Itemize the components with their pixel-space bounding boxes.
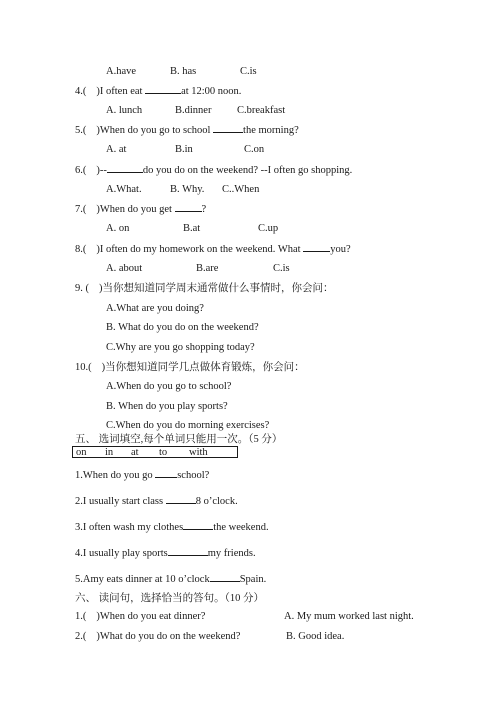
section-5-title: 五、 选词填空,每个单词只能用一次。（5 分） <box>75 434 283 445</box>
question-4 <box>75 84 241 98</box>
question-9 <box>75 282 334 295</box>
fill-item-stem: 2.I usually start class <box>75 496 164 507</box>
word-bank-box <box>72 446 238 458</box>
answer-blank <box>303 242 330 252</box>
question-9-number: 9. ( <box>75 283 89 294</box>
match-item-1 <box>75 610 205 623</box>
answer-blank <box>175 202 202 212</box>
question-5-stem: )When do you go to school <box>96 125 211 136</box>
match-item-number: 2.( <box>75 631 87 642</box>
q3-option-c: C.is <box>240 66 257 77</box>
section-6-title: 六、 读问句，选择恰当的答句。（10 分） <box>75 593 264 604</box>
question-6-number: 6.( <box>75 165 87 176</box>
fill-item-stem: 3.I often wash my clothes <box>75 522 184 533</box>
q5-option-c: C.on <box>244 144 265 155</box>
match-answer-b: B. Good idea. <box>286 631 345 642</box>
question-5 <box>75 123 299 137</box>
fill-item-stem-end: my friends. <box>207 548 256 559</box>
fill-item-1 <box>75 468 209 482</box>
q5-option-a: A. at <box>106 144 127 155</box>
fill-item-3 <box>75 520 269 534</box>
question-10 <box>75 361 305 374</box>
question-7-number: 7.( <box>75 204 87 215</box>
question-9-stem: )当你想知道同学周末通常做什么事情时，你会问： <box>99 283 334 294</box>
answer-blank <box>107 163 143 173</box>
answer-blank <box>145 84 181 94</box>
q7-option-a: A. on <box>106 223 130 234</box>
fill-item-stem-end: 8 o’clock. <box>195 496 238 507</box>
q7-option-b: B.at <box>183 223 201 234</box>
answer-blank <box>166 494 196 504</box>
q8-option-c: C.is <box>273 263 290 274</box>
match-item-number: 1.( <box>75 611 87 622</box>
answer-blank <box>210 572 240 582</box>
word-bank-item: on <box>76 447 87 458</box>
q3-option-b: B. has <box>170 66 197 77</box>
question-8 <box>75 242 351 256</box>
question-4-number: 4.( <box>75 86 87 97</box>
question-7-stem-end: ? <box>201 204 207 215</box>
question-10-number: 10.( <box>75 362 92 373</box>
answer-blank <box>155 468 177 478</box>
q9-option-b: B. What do you do on the weekend? <box>106 322 259 333</box>
fill-item-stem: 5.Amy eats dinner at 10 o’clock <box>75 574 210 585</box>
q4-option-c: C.breakfast <box>237 105 286 116</box>
question-8-number: 8.( <box>75 244 87 255</box>
answer-blank <box>168 546 208 556</box>
question-8-stem: )I often do my homework on the weekend. What <box>96 244 301 255</box>
word-bank-item: in <box>105 447 114 458</box>
match-answer-a: A. My mum worked last night. <box>284 611 414 622</box>
answer-blank <box>183 520 213 530</box>
q3-option-a: A.have <box>106 66 137 77</box>
q7-option-c: C.up <box>258 223 279 234</box>
q8-option-a: A. about <box>106 263 143 274</box>
word-bank-item: at <box>131 447 139 458</box>
match-item-2 <box>75 630 240 643</box>
q6-option-b: B. Why. <box>170 184 205 195</box>
match-item-question: )When do you eat dinner? <box>96 611 206 622</box>
fill-item-stem-end: the weekend. <box>213 522 269 533</box>
word-bank-item: with <box>189 447 208 458</box>
question-5-stem-end: the morning? <box>243 125 299 136</box>
question-7-stem: )When do you get <box>96 204 172 215</box>
fill-item-2 <box>75 494 238 508</box>
q9-option-c: C.Why are you go shopping today? <box>106 342 255 353</box>
answer-blank <box>213 123 243 133</box>
q6-option-a: A.What. <box>106 184 142 195</box>
question-8-stem-end: you? <box>330 244 351 255</box>
fill-item-5 <box>75 572 266 586</box>
question-4-stem-end: at 12:00 noon. <box>181 86 242 97</box>
q5-option-b: B.in <box>175 144 193 155</box>
match-item-question: )What do you do on the weekend? <box>96 631 241 642</box>
question-7 <box>75 202 206 216</box>
q8-option-b: B.are <box>196 263 219 274</box>
question-10-stem: )当你想知道同学几点做体育锻炼，你会问： <box>101 362 305 373</box>
fill-item-stem-end: school? <box>177 470 210 481</box>
fill-item-stem: 4.I usually play sports <box>75 548 168 559</box>
q4-option-b: B.dinner <box>175 105 212 116</box>
question-5-number: 5.( <box>75 125 87 136</box>
q10-option-a: A.When do you go to school? <box>106 381 232 392</box>
q4-option-a: A. lunch <box>106 105 143 116</box>
fill-item-stem-end: Spain. <box>239 574 267 585</box>
question-6 <box>75 163 352 177</box>
question-4-stem: )I often eat <box>96 86 143 97</box>
fill-item-stem: 1.When do you go <box>75 470 153 481</box>
fill-item-4 <box>75 546 256 560</box>
question-6-stem: )-- <box>96 165 107 176</box>
q9-option-a: A.What are you doing? <box>106 303 204 314</box>
question-6-stem-end: do you do on the weekend? --I often go shopping. <box>142 165 353 176</box>
q10-option-c: C.When do you do morning exercises? <box>106 420 270 431</box>
q6-option-c: C..When <box>222 184 260 195</box>
q10-option-b: B. When do you play sports? <box>106 401 228 412</box>
word-bank-item: to <box>159 447 168 458</box>
